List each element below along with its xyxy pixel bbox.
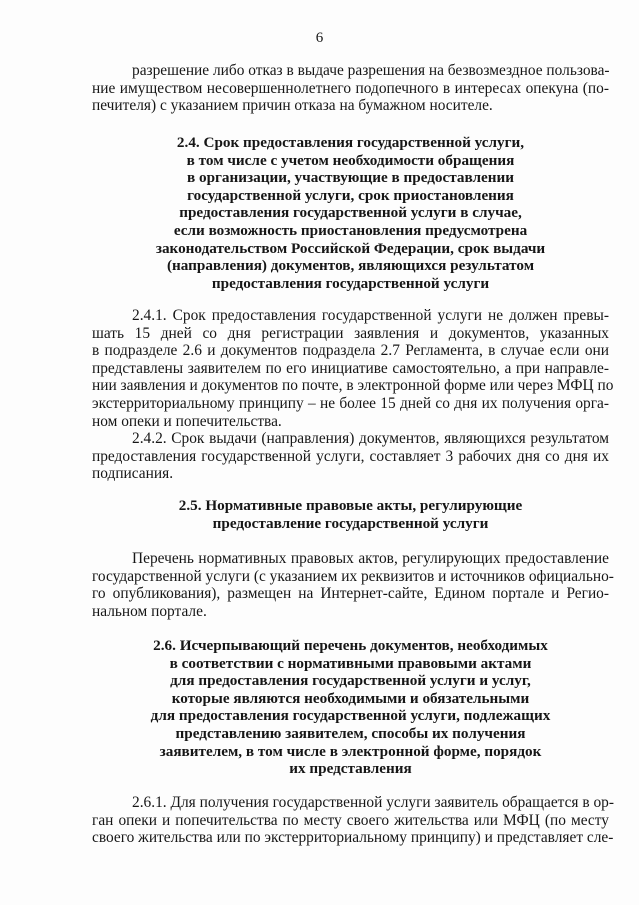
text-line: в подразделе 2.6 и документов подраздела 2.7 Регламента, в случае если они bbox=[92, 342, 609, 360]
text-line: подписания. bbox=[92, 465, 174, 483]
text-line: разрешение либо отказ в выдаче разрешения на безвозмездное пользова- bbox=[132, 62, 610, 79]
section-2-6-heading bbox=[92, 637, 609, 778]
heading-line: (направления) документов, являющихся результатом bbox=[166, 257, 535, 275]
text-line: 2.4.1. Срок предоставления государственной услуги не должен превы- bbox=[132, 307, 609, 324]
heading-line: в организации, участвующие в предоставлении bbox=[186, 169, 515, 187]
heading-line: предоставление государственной услуги bbox=[212, 514, 489, 532]
heading-line: для предоставления государственной услуги и услуг, bbox=[170, 672, 531, 690]
heading-line: если возможность приостановления предусмотрена bbox=[173, 221, 528, 239]
text-line: ном опеки и попечительства. bbox=[92, 412, 282, 430]
text-line: шать 15 дней со дня регистрации заявления и документов, указанных bbox=[92, 324, 609, 342]
text-line: государственной услуги (с указанием их реквизитов и источников официально- bbox=[92, 567, 614, 585]
text-line: печителя) с указанием причин отказа на бумажном носителе. bbox=[92, 97, 493, 115]
text-line: 2.4.2. Срок выдачи (направления) документов, являющихся результатом bbox=[132, 430, 609, 447]
heading-line: предоставления государственной услуги в случае, bbox=[179, 204, 522, 222]
heading-line: их представления bbox=[289, 760, 412, 778]
section-2-4-heading bbox=[92, 134, 609, 292]
heading-line: представлению заявителем, способы их получения bbox=[175, 724, 526, 742]
heading-line: 2.4. Срок предоставления государственной услуги, bbox=[176, 134, 525, 151]
heading-line: заявителем, в том числе в электронной форме, порядок bbox=[159, 742, 542, 760]
heading-line: законодательством Российской Федерации, срок выдачи bbox=[155, 239, 546, 257]
text-line: представлены заявителем по его инициативе самостоятельно, а при направле- bbox=[92, 359, 609, 377]
page-number: 6 bbox=[315, 30, 324, 46]
paragraph-2-4-1 bbox=[92, 307, 614, 430]
text-line: нии заявления и документов по почте, в электронной форме или через МФЦ по bbox=[92, 377, 614, 395]
text-line: нальном портале. bbox=[92, 602, 207, 620]
heading-line: которые являются необходимыми и обязательными bbox=[171, 689, 530, 707]
paragraph-2-6-1 bbox=[92, 794, 614, 847]
text-line: ган опеки и попечительства по месту своего жительства или МФЦ (по месту bbox=[92, 811, 609, 829]
heading-line: 2.5. Нормативные правовые акты, регулирующие bbox=[178, 497, 523, 514]
heading-line: в соответствии с нормативными правовыми актами bbox=[169, 654, 532, 672]
text-line: Перечень нормативных правовых актов, регулирующих предоставление bbox=[132, 550, 609, 567]
text-line: своего жительства или по экстерриториальному принципу) и представляет сле- bbox=[92, 829, 614, 847]
heading-line: в том числе с учетом необходимости обращения bbox=[186, 151, 515, 169]
text-line: экстерриториальному принципу – не более 15 дней со дня их получения орга- bbox=[92, 394, 609, 412]
section-2-5-heading bbox=[92, 497, 609, 532]
intro-paragraph bbox=[92, 62, 609, 115]
text-line: го опубликования), размещен на Интернет-сайте, Едином портале и Регио- bbox=[92, 585, 609, 603]
heading-line: 2.6. Исчерпывающий перечень документов, необходимых bbox=[153, 637, 548, 654]
text-line: 2.6.1. Для получения государственной услуги заявитель обращается в ор- bbox=[132, 794, 614, 811]
text-line: ние имуществом несовершеннолетнего подопечного в интересах опекуна (по- bbox=[92, 79, 609, 97]
paragraph-2-4-2 bbox=[92, 430, 609, 483]
heading-line: предоставления государственной услуги bbox=[211, 274, 490, 292]
heading-line: государственной услуги, срок приостановления bbox=[187, 186, 514, 204]
heading-line: для предоставления государственной услуги, подлежащих bbox=[150, 707, 551, 725]
paragraph-2-5 bbox=[92, 550, 614, 620]
text-line: предоставления государственной услуги, составляет 3 рабочих дня со дня их bbox=[92, 447, 609, 465]
